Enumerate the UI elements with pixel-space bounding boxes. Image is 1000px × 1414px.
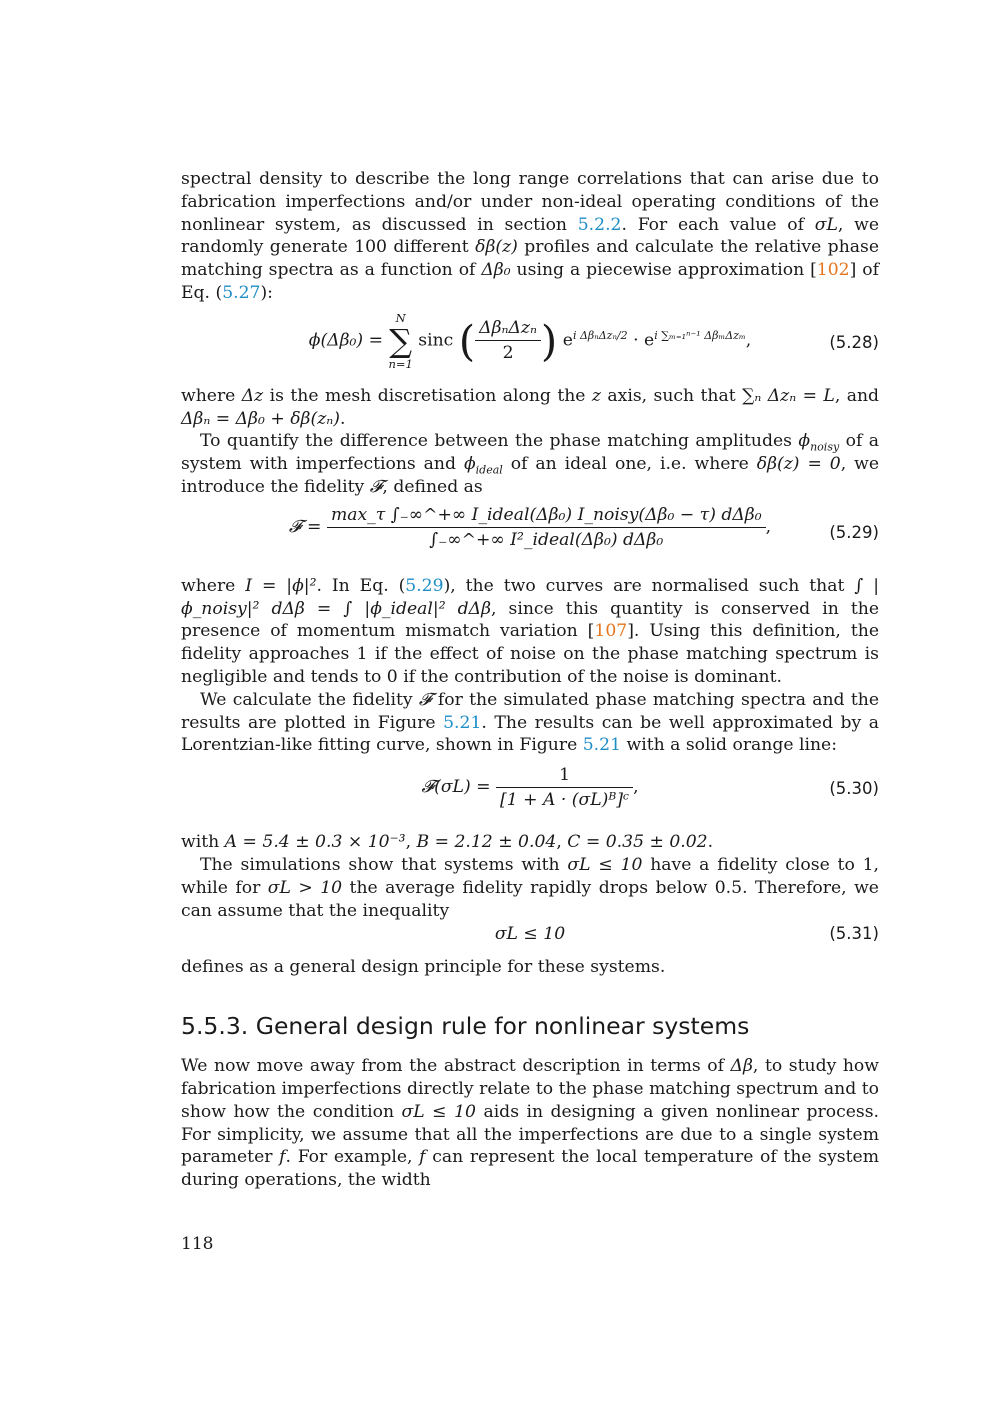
fraction-denominator: 2 [502,343,514,364]
math-inline: I = |ϕ|² [245,575,317,596]
dot-operator: · [633,330,639,351]
equation-5-31 [181,922,879,956]
text: axis, such that [600,385,743,406]
math-inline: z [591,385,601,406]
sigma-symbol: ∑ [389,321,413,360]
text: . For example, [285,1147,420,1168]
equation-5-30 [181,757,879,831]
text: , [556,832,568,853]
page-number: 118 [181,1234,214,1254]
text: , to study how fabrication imperfections directly relate to the phase matching spectrum and to show how the condition [181,1056,879,1122]
math-inline: f [419,1147,426,1168]
text: , defined as [382,476,483,497]
math-inline: Δβₙ = Δβ₀ + δβ(zₙ) [181,408,340,429]
text: . [707,832,714,853]
equation-number: (5.31) [829,924,879,944]
math-inline: 𝓕 [369,476,383,497]
citation-link[interactable]: 102 [816,260,850,281]
equation-number: (5.28) [829,332,879,352]
equation-body [181,765,879,810]
text: To quantify the difference between the phase matching amplitudes [200,431,799,452]
text: , and [834,385,880,406]
math-inline: σL [814,214,838,235]
math-inline: ∑ₙ Δzₙ = L [742,385,835,406]
text: We now move away from the abstract description in terms of [181,1056,731,1077]
math-inline: δβ(z) = 0 [756,454,841,475]
punctuation: , [633,777,639,798]
paragraph-9 [181,1055,879,1192]
section-heading: 5.5.3. General design rule for nonlinear systems [181,1012,750,1041]
text: , since this quantity is conserved in the presence of momentum mismatch variation [ [181,598,879,642]
math-inline: ϕ [798,431,811,452]
text: aids in designing a given nonlinear process. For simplicity, we assume that all the imperfections are due to a single system parameter [181,1101,879,1168]
text: . In Eq. ( [316,575,406,596]
text: ): [260,282,273,303]
exponent: i ∑ₘ₌₁ⁿ⁻¹ ΔβₘΔzₘ [654,328,746,342]
text: . For each value of [621,214,815,235]
equation-lhs: 𝓕(σL) = [421,777,491,798]
paragraph-1 [181,168,879,305]
exponent: i ΔβₙΔzₙ/2 [572,328,628,342]
figure-link[interactable]: 5.21 [582,735,622,756]
math-inline: ∫ |ϕ_noisy|² dΔβ = ∫ |ϕ_ideal|² dΔβ [181,575,879,619]
text: using a piecewise approximation [ [510,260,817,281]
text: ] of Eq. ( [181,260,879,303]
text: profiles and calculate the relative phase matching spectra as a function of [181,237,879,281]
fraction [475,318,541,363]
text: ), the two curves are normalised such that [443,575,855,596]
text: for the simulated phase matching spectra and the results are plotted in Figure [181,689,879,733]
text: the average fidelity rapidly drops below 0.5. Therefore, we can assume that the inequality [181,877,879,921]
punctuation: , [745,330,752,351]
text: where [181,385,242,406]
math-inline: C = 0.35 ± 0.02 [567,832,708,853]
equation-number: (5.30) [829,779,879,799]
text: We calculate the fidelity [200,689,419,710]
text: where [181,575,246,596]
math-inline: δβ(z) [475,237,518,258]
equation-link[interactable]: 5.27 [222,282,261,303]
fraction-denominator: [1 + A · (σL)ᴮ]ᶜ [500,790,630,811]
fraction [496,765,633,810]
citation-link[interactable]: 107 [594,621,628,642]
text: is the mesh discretisation along the [263,385,592,406]
text: spectral density to describe the long range correlations that can arise due to fabrication imperfections and/or under non-ideal operating conditions of the nonlinear system, as discussed in section [181,169,879,235]
equation-lhs: 𝓕 = [288,516,322,537]
text: can represent the local temperature of the system during operations, the width [181,1147,879,1191]
text: with a solid orange line: [621,735,838,756]
text: . [339,408,346,429]
math-inline: Δβ [730,1056,753,1077]
paragraph-8 [181,956,879,979]
paragraph-4 [181,575,879,689]
equation-body [181,311,879,371]
text: defines as a general design principle for these systems. [181,957,666,978]
math-inline: Δz [241,385,264,406]
math-inline: ϕ [463,454,476,475]
equation-link[interactable]: 5.29 [405,575,444,596]
fraction-numerator: ΔβₙΔzₙ [475,318,541,341]
figure-link[interactable]: 5.21 [443,712,482,733]
text: ]. Using this definition, the fidelity approaches 1 if the effect of noise on the phase matching spectrum is negligible and tends to 0 if the contribution of the noise is dominant. [181,621,879,687]
text: , we introduce the fidelity [181,454,879,497]
paragraph-5 [181,689,879,757]
punctuation: , [765,516,772,537]
fraction-denominator: ∫₋∞^+∞ I²_ideal(Δβ₀) dΔβ₀ [429,529,664,550]
text: The simulations show that systems with [200,854,568,875]
fraction [327,505,766,550]
paragraph-7 [181,854,879,922]
subscript: noisy [810,440,840,454]
paragraph-6 [181,831,879,854]
subscript: ideal [475,463,503,477]
math-inline: σL ≤ 10 [567,854,643,875]
text: of a system with imperfections and [181,431,879,475]
page-body [181,168,879,1192]
sinc-function: sinc [418,330,454,351]
math-inline: σL ≤ 10 [401,1101,476,1122]
paragraph-3 [181,430,879,498]
math-inline: A = 5.4 ± 0.3 × 10⁻³ [224,832,406,853]
equation-number: (5.29) [829,522,879,542]
right-paren: ) [540,316,558,366]
exponential: e [562,330,573,351]
text: of an ideal one, i.e. where [502,454,757,475]
summation [388,311,412,371]
math-inline: 𝓕 [418,689,432,710]
sum-upper-limit: N [395,310,406,325]
equation-5-29 [181,499,879,575]
equation-lhs: ϕ(Δβ₀) = [308,330,383,351]
paragraph-2 [181,385,879,431]
text: . The results can be well approximated by a Lorentzian-like fitting curve, shown in Figure [181,712,879,756]
text: , we randomly generate 100 different [181,214,879,258]
left-paren: ( [458,316,476,366]
text: with [181,832,225,853]
fraction-numerator: 1 [496,765,633,788]
equation-body: σL ≤ 10 [494,924,566,945]
section-link[interactable]: 5.2.2 [577,214,622,235]
math-inline: Δβ₀ [481,260,511,281]
text: have a fidelity close to 1, while for [181,854,879,898]
math-inline: f [279,1147,286,1168]
fraction-numerator: max_τ ∫₋∞^+∞ I_ideal(Δβ₀) I_noisy(Δβ₀ − τ) dΔβ₀ [327,505,766,528]
text: , [405,832,417,853]
sum-lower-limit: n=1 [388,356,413,371]
math-inline: σL > 10 [267,877,343,898]
math-inline: B = 2.12 ± 0.04 [416,832,557,853]
equation-5-28 [181,305,879,385]
equation-body [181,505,879,550]
exponential: e [644,330,655,351]
